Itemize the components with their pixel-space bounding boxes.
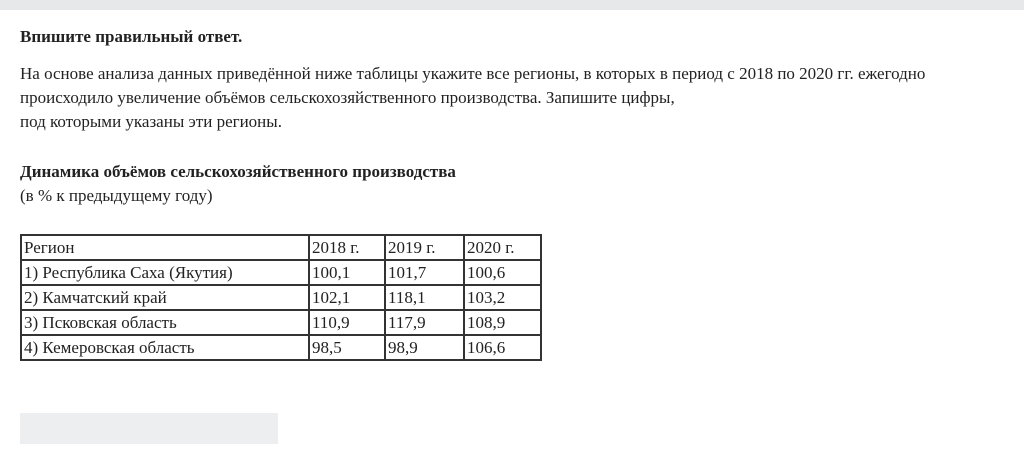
table-cell: 98,5: [309, 335, 385, 360]
table-cell: 110,9: [309, 310, 385, 335]
table-cell: 102,1: [309, 285, 385, 310]
top-bar: [0, 0, 1024, 10]
table-cell: 98,9: [385, 335, 464, 360]
table-cell: 101,7: [385, 260, 464, 285]
table-cell: 4) Кемеровская область: [21, 335, 309, 360]
question-line: На основе анализа данных приведённой ниже таблицы укажите все регионы, в которых в период с 2018 по 2020 гг. ежегодно: [20, 64, 926, 83]
table-header-cell: 2020 г.: [464, 235, 541, 260]
table-header-row: [21, 235, 541, 260]
answer-input[interactable]: [20, 413, 278, 444]
table-cell: 100,6: [464, 260, 541, 285]
table-header-cell: 2019 г.: [385, 235, 464, 260]
table-row: [21, 260, 541, 285]
table-row: [21, 335, 541, 360]
table-header-cell: 2018 г.: [309, 235, 385, 260]
table-cell: 100,1: [309, 260, 385, 285]
table-cell: 118,1: [385, 285, 464, 310]
question-line: происходило увеличение объёмов сельскохозяйственного производства. Запишите цифры,: [20, 88, 675, 107]
table-title: Динамика объёмов сельскохозяйственного производства: [20, 162, 456, 181]
task-question: [20, 62, 1004, 134]
data-table: [20, 234, 542, 361]
table-cell: 108,9: [464, 310, 541, 335]
table-header-cell: Регион: [21, 235, 309, 260]
table-cell: 117,9: [385, 310, 464, 335]
task-instruction: Впишите правильный ответ.: [20, 27, 243, 46]
table-cell: 106,6: [464, 335, 541, 360]
table-row: [21, 310, 541, 335]
table-subtitle: (в % к предыдущему году): [20, 186, 213, 205]
table-row: [21, 285, 541, 310]
task-content: [20, 26, 1004, 361]
table-cell: 2) Камчатский край: [21, 285, 309, 310]
table-cell: 103,2: [464, 285, 541, 310]
table-cell: 3) Псковская область: [21, 310, 309, 335]
question-line: под которыми указаны эти регионы.: [20, 112, 282, 131]
table-cell: 1) Республика Саха (Якутия): [21, 260, 309, 285]
